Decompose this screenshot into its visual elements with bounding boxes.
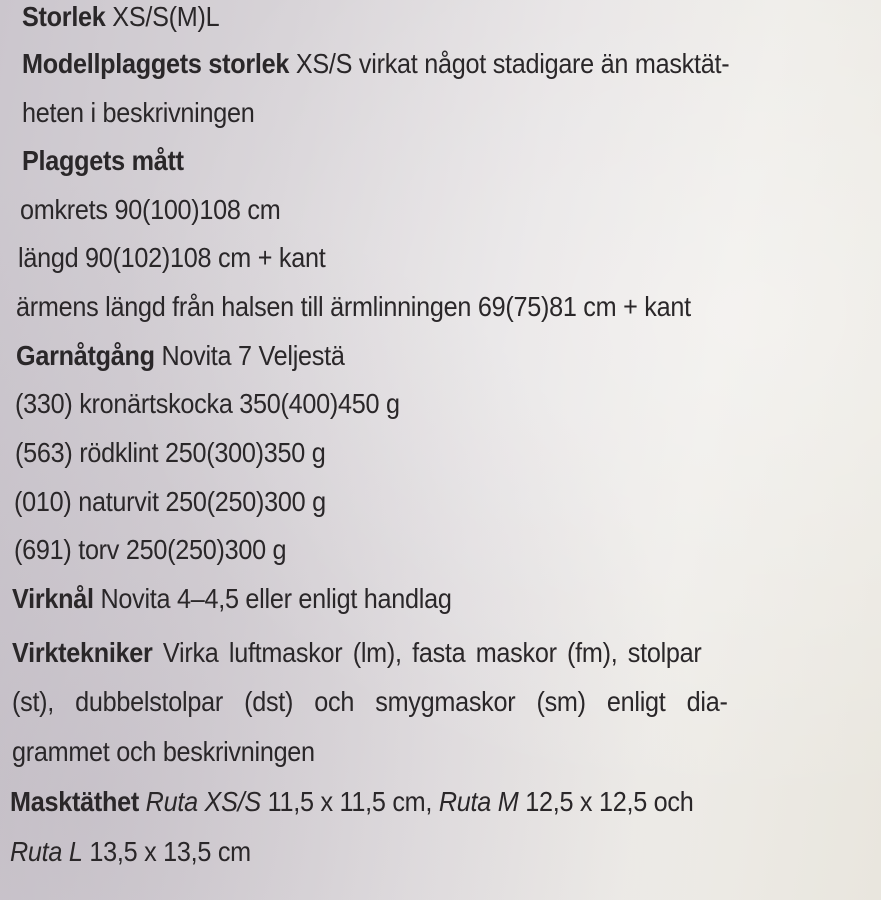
yarn-value: Novita 7 Veljestä xyxy=(161,340,345,371)
yarn-color-item: (563) rödklint 250(300)350 g xyxy=(15,437,326,468)
yarn-line xyxy=(16,339,345,373)
hook-label: Virknål xyxy=(12,583,94,614)
gauge-xss-value: 11,5 x 11,5 cm, xyxy=(267,786,433,817)
size-line xyxy=(22,0,219,34)
techniques-continued: grammet och beskrivningen xyxy=(12,736,315,767)
gauge-continued xyxy=(10,835,251,869)
model-size-continued: heten i beskrivningen xyxy=(22,97,255,128)
gauge-line xyxy=(10,785,694,819)
size-value: XS/S(M)L xyxy=(112,1,220,32)
measurements-heading: Plaggets mått xyxy=(22,145,184,176)
hook-line xyxy=(12,582,452,616)
gauge-ruta-l: Ruta L xyxy=(10,836,83,867)
gauge-ruta-m: Ruta M xyxy=(438,786,519,817)
yarn-color-item: (330) kronärtskocka 350(400)450 g xyxy=(15,388,400,419)
model-size-line xyxy=(22,47,729,81)
circumference-line: omkrets 90(100)108 cm xyxy=(20,194,281,225)
techniques-label: Virktekniker xyxy=(12,637,153,668)
yarn-color-item: (691) torv 250(250)300 g xyxy=(14,534,287,565)
techniques-value: Virka luftmaskor (lm), fasta maskor (fm), stolpar xyxy=(162,637,702,668)
length-line: längd 90(102)108 cm + kant xyxy=(18,242,326,273)
model-size-value: XS/S virkat något stadigare än masktät- xyxy=(295,48,730,79)
techniques-continued: (st), dubbelstolpar (dst) och smygmaskor (sm) enligt dia- xyxy=(12,686,728,717)
gauge-l-value: 13,5 x 13,5 cm xyxy=(89,836,251,867)
sleeve-length-line: ärmens längd från halsen till ärmlinningen 69(75)81 cm + kant xyxy=(16,291,691,322)
hook-value: Novita 4–4,5 eller enligt handlag xyxy=(100,583,452,614)
gauge-ruta-xss: Ruta XS/S xyxy=(145,786,261,817)
yarn-label: Garnåtgång xyxy=(16,340,155,371)
gauge-m-value: 12,5 x 12,5 och xyxy=(525,786,694,817)
gauge-label: Masktäthet xyxy=(10,786,139,817)
model-size-label: Modellplaggets storlek xyxy=(22,48,290,79)
techniques-line xyxy=(12,636,702,670)
yarn-color-item: (010) naturvit 250(250)300 g xyxy=(14,486,326,517)
size-label: Storlek xyxy=(22,1,106,32)
